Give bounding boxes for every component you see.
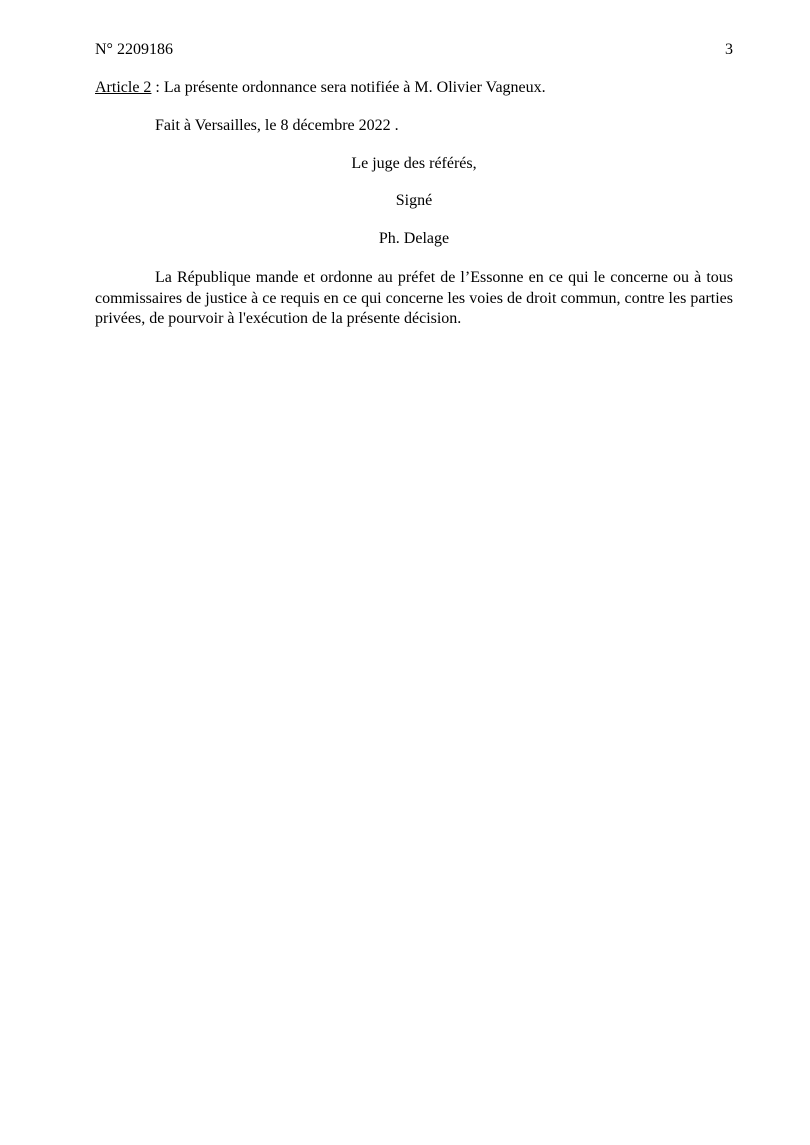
- signed-label: Signé: [395, 192, 433, 209]
- date-place-line: Fait à Versailles, le 8 décembre 2022 .: [155, 117, 399, 134]
- page-number: 3: [725, 41, 733, 58]
- page-header: [95, 40, 733, 61]
- execution-formula-paragraph: La République mande et ordonne au préfet de l’Essonne en ce qui le concerne ou à tous commissaires de justice à ce requis en ce qui concerne les voies de droit commun, contre les parties privées, de pourvoir à l'exécution de la présente décision.: [95, 269, 733, 327]
- judge-title-line: Le juge des référés,: [351, 154, 477, 172]
- article-2-line: [95, 78, 733, 99]
- document-content: [95, 40, 733, 330]
- signature-name: Ph. Delage: [378, 229, 450, 247]
- article-2-text: : La présente ordonnance sera notifiée à M. Olivier Vagneux.: [151, 78, 546, 96]
- case-number: N° 2209186: [95, 41, 173, 58]
- article-2-label: Article 2: [95, 78, 152, 96]
